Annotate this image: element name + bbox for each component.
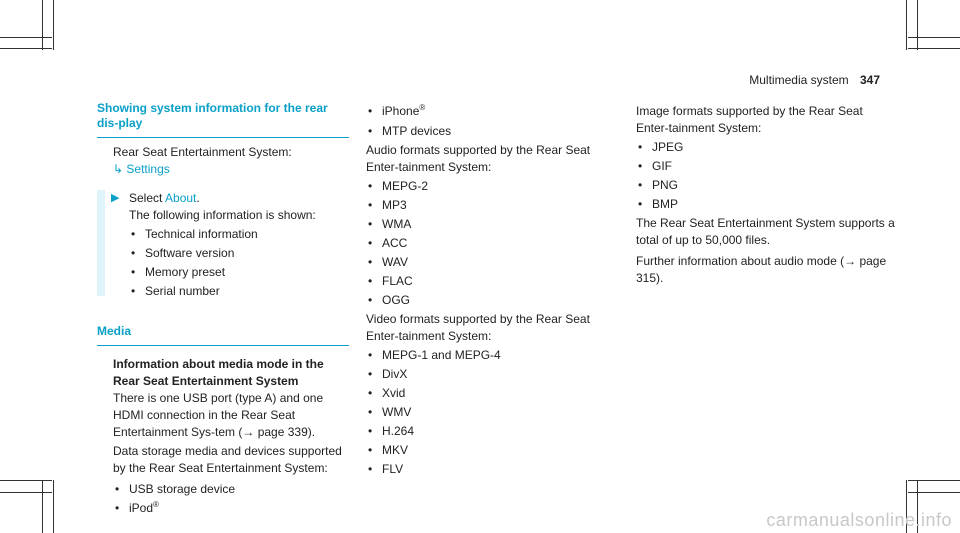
step-bar (97, 190, 105, 296)
section-heading: Showing system information for the rear dis‑play (97, 101, 328, 130)
list-item: • WMA (366, 216, 616, 233)
crop-mark (908, 480, 960, 481)
list-item: • PNG (636, 177, 898, 194)
crop-mark (53, 0, 54, 50)
list-item: • Xvid (366, 385, 616, 402)
list-item: • USB storage device (113, 481, 349, 498)
list-item: • Memory preset (129, 264, 349, 281)
list-item (366, 103, 616, 120)
crop-mark (908, 492, 960, 493)
list-item: • MP3 (366, 197, 616, 214)
list-item: • JPEG (636, 139, 898, 156)
list-item: • FLAC (366, 273, 616, 290)
list-item: • MEPG-1 and MEPG-4 (366, 347, 616, 364)
step-text-prefix: Select (129, 191, 166, 205)
list-item: • MKV (366, 442, 616, 459)
list-item: • MTP devices (366, 123, 616, 140)
image-list (636, 139, 898, 213)
list-item-text: iPhone (382, 104, 420, 118)
list-item: • OGG (366, 292, 616, 309)
crop-mark (42, 0, 43, 50)
list-item: • ACC (366, 235, 616, 252)
menu-path-settings: Settings (126, 162, 170, 176)
list-item: • WAV (366, 254, 616, 271)
media-heading: Media (97, 324, 132, 338)
page-number: 347 (859, 73, 880, 87)
left-column (97, 101, 349, 519)
list-item: • Software version (129, 245, 349, 262)
device-list-continued (366, 103, 616, 140)
list-item: • WMV (366, 404, 616, 421)
crop-mark (0, 492, 52, 493)
watermark: carmanualsonline.info (766, 510, 952, 530)
crop-mark (42, 480, 43, 533)
paragraph: The Rear Seat Entertainment System supports a total of up to 50,000 files. (636, 216, 895, 247)
crop-mark (906, 0, 907, 50)
list-item (113, 500, 349, 517)
audio-intro: Audio formats supported by the Rear Seat Enter‑tainment System: (366, 143, 591, 174)
image-intro: Image formats supported by the Rear Seat Enter‑tainment System: (636, 104, 863, 135)
step-link-about: About (165, 191, 197, 205)
crop-mark (53, 480, 54, 533)
list-item-text: iPod (129, 501, 154, 515)
paragraph: Data storage media and devices supported by the Rear Seat Entertainment System: (113, 444, 342, 475)
crop-mark (917, 0, 918, 50)
path-arrow-icon: ↳ (113, 162, 124, 176)
list-item: • DivX (366, 366, 616, 383)
crop-mark (0, 48, 52, 49)
registered-mark: ® (153, 500, 159, 509)
crop-mark (908, 37, 960, 38)
step-arrow-icon: ▶ (111, 192, 120, 204)
list-item: • H.264 (366, 423, 616, 440)
list-item: • Serial number (129, 283, 349, 300)
step-text-suffix: . (196, 191, 200, 205)
heading-rule (97, 345, 349, 346)
video-list (366, 347, 616, 478)
list-item: • GIF (636, 158, 898, 175)
menu-path-intro: Rear Seat Entertainment System: (113, 145, 292, 159)
list-item: • FLV (366, 461, 616, 478)
paragraph: There is one USB port (type A) and one HDMI connection in the Rear Seat Entertainment Sys‑tem (→ page 339). (113, 391, 324, 439)
running-header (749, 73, 880, 87)
shown-text: The following information is shown: (129, 208, 316, 222)
middle-column (366, 103, 616, 480)
audio-list (366, 178, 616, 309)
device-list (97, 481, 349, 517)
list-item: • MEPG-2 (366, 178, 616, 195)
instruction-step (97, 190, 349, 300)
section-title: Multimedia system (749, 73, 849, 87)
menu-path (97, 161, 349, 178)
right-column (636, 103, 898, 287)
list-item: • BMP (636, 196, 898, 213)
video-intro: Video formats supported by the Rear Seat Enter‑tainment System: (366, 312, 590, 343)
heading-rule (97, 137, 349, 138)
paragraph: Further information about audio mode (→ page 315). (636, 254, 887, 285)
info-list (129, 226, 349, 300)
crop-mark (908, 48, 960, 49)
crop-mark (0, 480, 52, 481)
step-text (129, 190, 349, 207)
registered-mark: ® (419, 103, 426, 112)
list-item: • Technical information (129, 226, 349, 243)
subheading: Information about media mode in the Rear Seat Entertainment System (113, 357, 324, 388)
crop-mark (0, 37, 52, 38)
